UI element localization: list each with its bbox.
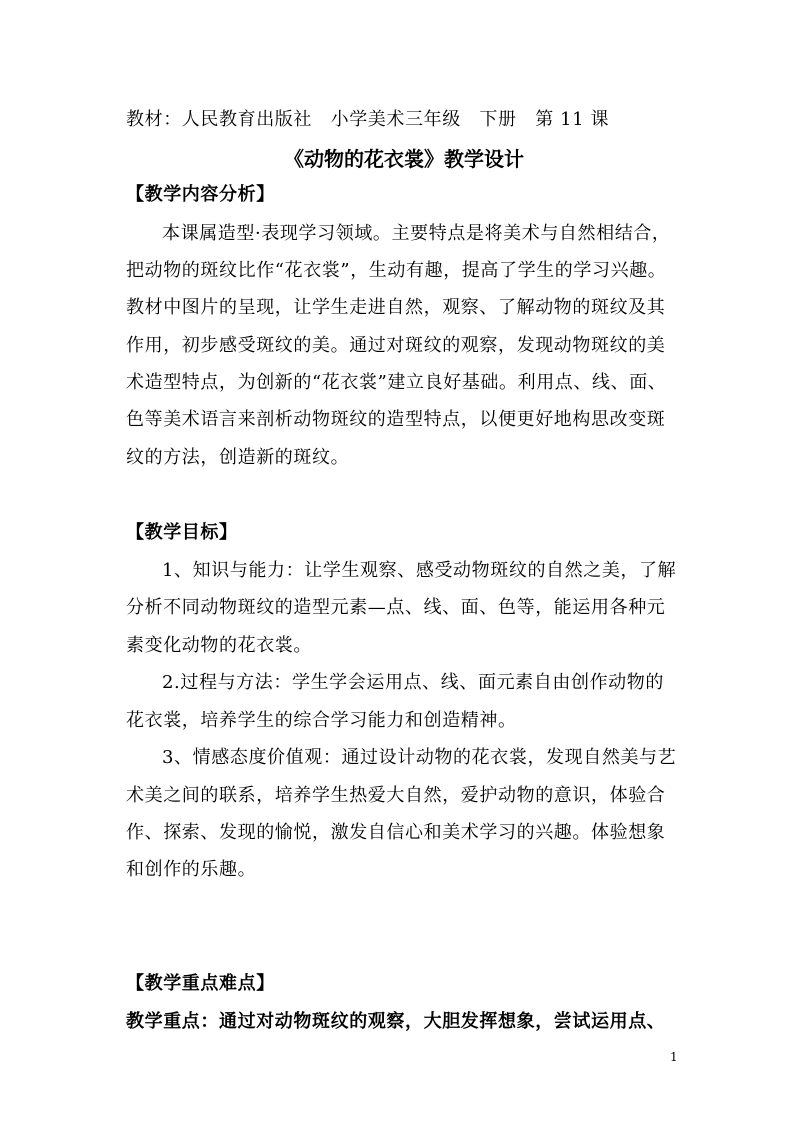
section-heading-key-points: 【教学重点难点】: [126, 973, 275, 994]
document-title: 《动物的花衣裳》教学设计: [284, 147, 524, 171]
goal-knowledge-line: 分析不同动物斑纹的造型元素—点、线、面、色等，能运用各种元: [126, 597, 666, 618]
content-analysis-line: 作用，初步感受斑纹的美。通过对斑纹的观察，发现动物斑纹的美: [126, 335, 666, 356]
section-heading-content-analysis: 【教学内容分析】: [126, 184, 275, 205]
content-analysis-line: 本课属造型·表现学习领域。主要特点是将美术与自然相结合，: [162, 223, 671, 244]
key-point-line: 教学重点：通过对动物斑纹的观察，大胆发挥想象，尝试运用点、: [126, 1011, 666, 1032]
content-analysis-line: 色等美术语言来剖析动物斑纹的造型特点，以便更好地构思改变斑: [126, 409, 666, 430]
goal-emotion-line: 3、情感态度价值观：通过设计动物的花衣裳，发现自然美与艺: [162, 747, 677, 768]
goal-knowledge-line: 1、知识与能力：让学生观察、感受动物斑纹的自然之美，了解: [162, 560, 677, 581]
page-number: 1: [670, 1050, 678, 1064]
content-analysis-line: 把动物的斑纹比作“花衣裳”，生动有趣，提高了学生的学习兴趣。: [126, 260, 667, 281]
content-analysis-line: 纹的方法，创造新的斑纹。: [126, 447, 350, 468]
textbook-info: 教材：人民教育出版社 小学美术三年级 下册 第 11 课: [126, 109, 610, 130]
goal-process-line: 花衣裳，培养学生的综合学习能力和创造精神。: [126, 710, 517, 731]
goal-emotion-line: 术美之间的联系，培养学生热爱大自然，爱护动物的意识，体验合: [126, 785, 666, 806]
goal-emotion-line: 和创作的乐趣。: [126, 859, 257, 880]
goal-process-line: 2.过程与方法：学生学会运用点、线、面元素自由创作动物的: [162, 672, 664, 693]
content-analysis-line: 术造型特点，为创新的“花衣裳”建立良好基础。利用点、线、面、: [126, 372, 667, 393]
content-analysis-line: 教材中图片的呈现，让学生走进自然，观察、了解动物的斑纹及其: [126, 297, 666, 318]
goal-emotion-line: 作、探索、发现的愉悦，激发自信心和美术学习的兴趣。体验想象: [126, 822, 666, 843]
section-heading-teaching-goals: 【教学目标】: [126, 522, 238, 543]
goal-knowledge-line: 素变化动物的花衣裳。: [126, 635, 312, 656]
